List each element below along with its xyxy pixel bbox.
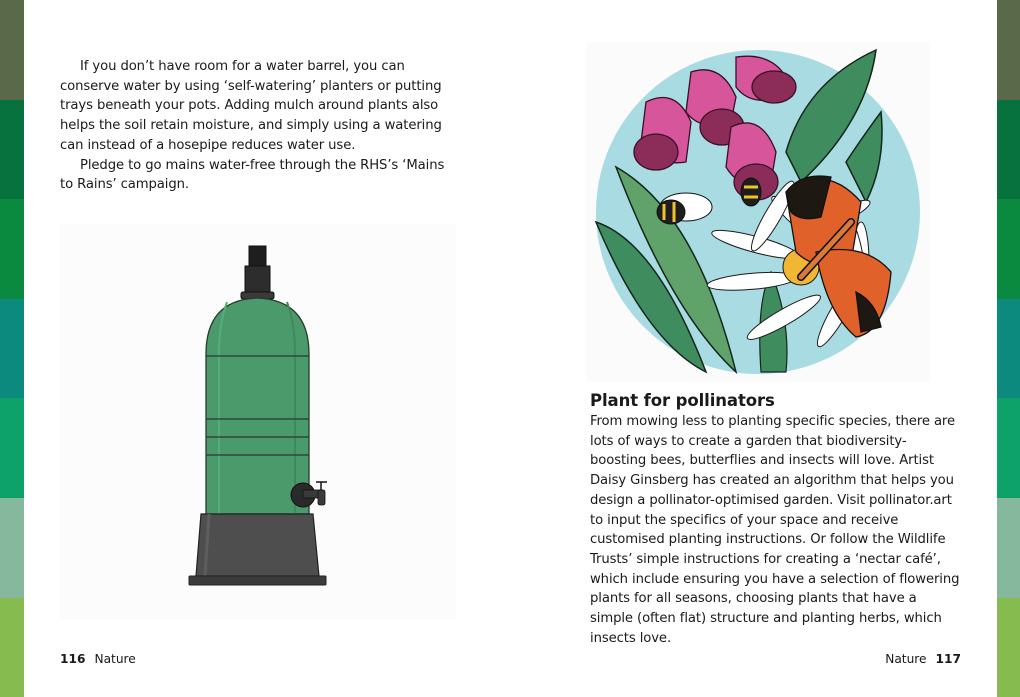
- left-page-footer: [60, 650, 136, 668]
- running-section-title: Nature: [94, 652, 136, 666]
- running-section-title: Nature: [885, 652, 927, 666]
- stripe: [0, 398, 24, 498]
- paragraph: From mowing less to planting specific species, there are lots of ways to create a garden that biodiversity-boosting bees, butterflies and insects will love. Artist Daisy Ginsberg has created an algorithm that helps you design a pollinator-optimised garden. Visit pollinator.art to input the specifics of your space and receive customised planting instructions. Or follow the Wildlife Trusts’ simple instructions for creating a ‘nectar café’, which include ensuring you have a selection of flowering plants for all seasons, choosing plants that have a simple (often flat) structure and planting herbs, which insects love.: [590, 414, 960, 646]
- left-page-body: [60, 57, 445, 195]
- pollinator-illustration: [586, 42, 930, 382]
- stripe: [997, 100, 1020, 200]
- stripe: [0, 299, 24, 399]
- section-heading: Plant for pollinators: [590, 391, 775, 410]
- stripe: [997, 299, 1020, 399]
- foxglove-butterfly-bee-icon: [586, 42, 930, 382]
- stripe: [997, 398, 1020, 498]
- stripe: [0, 598, 24, 697]
- right-edge-color-stripes: [997, 0, 1020, 697]
- right-page-footer: [885, 650, 961, 668]
- stripe: [0, 199, 24, 299]
- left-page: [24, 0, 510, 697]
- right-page-body: [590, 390, 960, 648]
- page-number: 117: [935, 652, 961, 666]
- stripe: [997, 0, 1020, 100]
- right-page: [510, 0, 997, 697]
- stripe: [0, 498, 24, 598]
- water-butt-icon: [59, 224, 456, 620]
- paragraph: Pledge to go mains water-free through the RHS’s ‘Mains to Rains’ campaign.: [60, 157, 445, 193]
- left-edge-color-stripes: [0, 0, 24, 697]
- stripe: [997, 199, 1020, 299]
- stripe: [997, 598, 1020, 697]
- water-butt-illustration: [59, 224, 456, 620]
- paragraph: If you don’t have room for a water barrel, you can conserve water by using ‘self-watering’ planters or putting trays beneath your pots. Adding mulch around plants also helps the soil retain moisture, and simply using a watering can instead of a hosepipe reduces water use.: [60, 59, 442, 153]
- stripe: [997, 498, 1020, 598]
- stripe: [0, 100, 24, 200]
- page-number: 116: [60, 652, 86, 666]
- stripe: [0, 0, 24, 100]
